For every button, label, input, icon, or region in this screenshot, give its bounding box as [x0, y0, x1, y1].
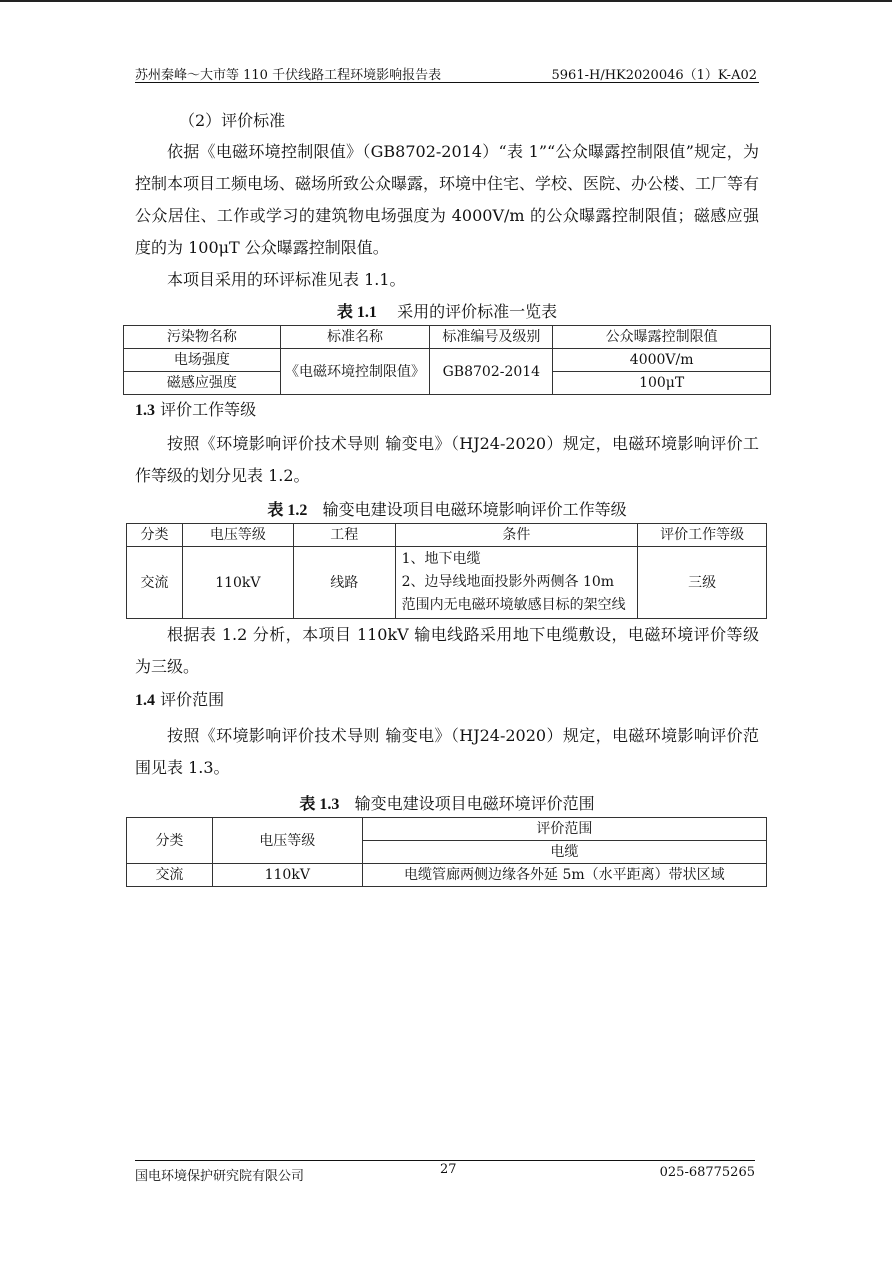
table-header-cell: 分类 [127, 524, 183, 547]
section-heading [135, 395, 759, 426]
table-row [124, 349, 771, 372]
caption-text: 输变电建设项目电磁环境评价范围 [354, 794, 595, 813]
table-header-row [127, 524, 767, 547]
table-row [127, 547, 767, 619]
table-cell: GB8702-2014 [430, 349, 553, 395]
caption-text: 输变电建设项目电磁环境影响评价工作等级 [322, 500, 627, 519]
paragraph-grade-result: 根据表 1.2 分析，本项目 110kV 输电线路采用地下电缆敷设，电磁环境评价等级为三级。 [135, 625, 759, 676]
table-header-cell: 电压等级 [182, 524, 293, 547]
table-caption [135, 498, 759, 523]
standards-table [123, 325, 771, 395]
footer-organization: 国电环境保护研究院有限公司 [135, 1169, 305, 1184]
table-header-cell: 电缆 [362, 841, 766, 864]
table-header-cell: 工程 [293, 524, 395, 547]
table-header-cell: 污染物名称 [124, 326, 281, 349]
paragraph-standard-ref: 本项目采用的环评标准见表 1.1。 [167, 270, 406, 289]
caption-number: 表 1.1 [336, 304, 377, 321]
paragraph-standard-basis: 依据《电磁环境控制限值》（GB8702-2014）“表 1”“公众曝露控制限值”规定，为控制本项目工频电场、磁场所致公众曝露，环境中住宅、学校、医院、办公楼、工厂等有公众居住、工作或学习的建筑物电场强度为 4000V/m 的公众曝露控制限值；磁感应强度的为 100μT 公众曝露控制限值。 [135, 142, 760, 257]
page-top-border [0, 0, 892, 2]
table-cell: 线路 [293, 547, 395, 619]
page-content [135, 106, 759, 887]
page-header [135, 64, 759, 83]
table-header-cell: 电压等级 [212, 818, 362, 864]
table-cell: 110kV [182, 547, 293, 619]
footer-phone: 025-68775265 [659, 1165, 755, 1180]
subsection-title: （2）评价标准 [179, 111, 286, 130]
table-cell: 100μT [553, 372, 771, 395]
table-header-cell: 评价范围 [362, 818, 766, 841]
table-header-row [127, 818, 767, 841]
caption-text: 采用的评价标准一览表 [397, 302, 558, 321]
section-number: 1.4 [135, 692, 155, 709]
table-cell: 交流 [127, 547, 183, 619]
table-cell: 电场强度 [124, 349, 281, 372]
table-cell: 《电磁环境控制限值》 [280, 349, 430, 395]
table-caption [135, 792, 759, 817]
paragraph-range-basis: 按照《环境影响评价技术导则 输变电》（HJ24-2020）规定，电磁环境影响评价范围见表 1.3。 [135, 726, 759, 777]
condition-line: 2、边导线地面投影外两侧各 10m 范围内无电磁环境敏感目标的架空线 [401, 574, 626, 613]
paragraph-grade-basis: 按照《环境影响评价技术导则 输变电》（HJ24-2020）规定，电磁环境影响评价工作等级的划分见表 1.2。 [135, 434, 759, 485]
condition-line: 1、地下电缆 [401, 551, 481, 567]
section-heading [135, 685, 759, 716]
header-report-code: 5961-H/HK2020046（1）K-A02 [551, 68, 757, 83]
table-cell: 三级 [638, 547, 767, 619]
section-title: 评价范围 [160, 690, 225, 709]
table-cell: 交流 [127, 864, 213, 887]
condition-cell [395, 547, 638, 619]
grade-table [126, 523, 767, 619]
table-header-cell: 公众曝露控制限值 [553, 326, 771, 349]
range-table [126, 817, 767, 887]
table-header-cell: 标准编号及级别 [430, 326, 553, 349]
table-caption [135, 300, 759, 325]
caption-number: 表 1.3 [299, 796, 340, 813]
section-number: 1.3 [135, 402, 155, 419]
table-header-cell: 评价工作等级 [638, 524, 767, 547]
section-title: 评价工作等级 [160, 400, 257, 419]
table-cell: 电缆管廊两侧边缘各外延 5m（水平距离）带状区域 [362, 864, 766, 887]
table-row [127, 864, 767, 887]
page-number: 27 [440, 1162, 457, 1177]
page-footer [135, 1160, 755, 1185]
table-cell: 磁感应强度 [124, 372, 281, 395]
header-title: 苏州秦峰～大市等 110 千伏线路工程环境影响报告表 [135, 68, 442, 83]
table-cell: 110kV [212, 864, 362, 887]
table-cell: 4000V/m [553, 349, 771, 372]
table-header-row [124, 326, 771, 349]
table-header-cell: 分类 [127, 818, 213, 864]
table-header-cell: 标准名称 [280, 326, 430, 349]
caption-number: 表 1.2 [267, 502, 308, 519]
table-header-cell: 条件 [395, 524, 638, 547]
